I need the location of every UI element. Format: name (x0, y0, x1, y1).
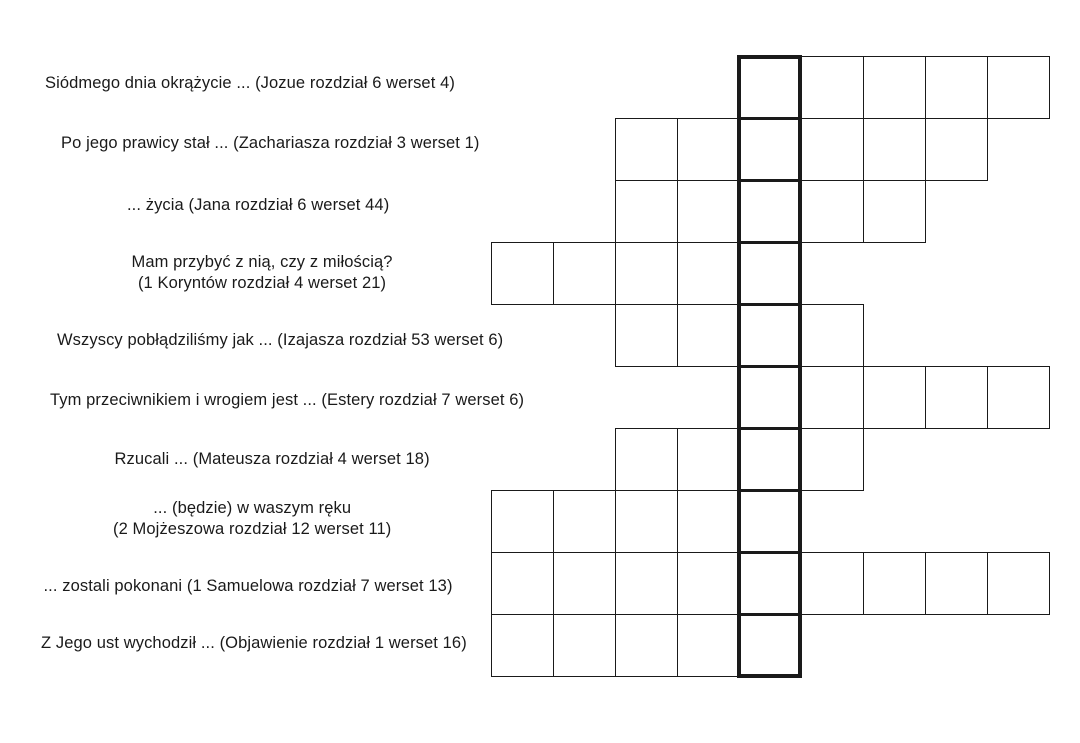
key-letter-cell[interactable] (739, 614, 802, 677)
answer-cell[interactable] (987, 552, 1050, 615)
answer-cell[interactable] (925, 56, 988, 119)
answer-cell[interactable] (863, 366, 926, 429)
answer-cell[interactable] (553, 490, 616, 553)
clue-2 (61, 133, 479, 154)
key-letter-cell[interactable] (739, 118, 802, 181)
clue-text: Tym przeciwnikiem i wrogiem jest ... (Estery rozdział 7 werset 6) (50, 391, 525, 409)
answer-cell[interactable] (677, 552, 740, 615)
clue-8 (113, 498, 391, 540)
clue-text: ... życia (Jana rozdział 6 werset 44) (127, 196, 390, 214)
clue-text: Rzucali ... (Mateusza rozdział 4 werset 18) (114, 450, 430, 468)
answer-cell[interactable] (491, 614, 554, 677)
answer-cell[interactable] (925, 118, 988, 181)
clue-text: Po jego prawicy stał ... (Zachariasza rozdział 3 werset 1) (61, 134, 480, 152)
key-letter-cell[interactable] (739, 366, 802, 429)
clue-text: ... zostali pokonani (1 Samuelowa rozdział 7 werset 13) (43, 577, 453, 595)
answer-cell[interactable] (677, 242, 740, 305)
key-letter-cell[interactable] (739, 242, 802, 305)
clue-text: Z Jego ust wychodził ... (Objawienie rozdział 1 werset 16) (41, 634, 467, 652)
answer-cell[interactable] (863, 552, 926, 615)
clue-3 (127, 195, 389, 216)
key-letter-cell[interactable] (739, 552, 802, 615)
key-letter-cell[interactable] (739, 180, 802, 243)
answer-cell[interactable] (863, 118, 926, 181)
clue-4 (132, 252, 393, 294)
answer-cell[interactable] (677, 180, 740, 243)
clue-7 (115, 449, 430, 470)
answer-cell[interactable] (615, 304, 678, 367)
answer-cell[interactable] (801, 366, 864, 429)
answer-cell[interactable] (801, 428, 864, 491)
clue-text: Mam przybyć z nią, czy z miłością? (131, 253, 393, 271)
answer-cell[interactable] (615, 118, 678, 181)
answer-cell[interactable] (553, 242, 616, 305)
answer-cell[interactable] (615, 428, 678, 491)
answer-cell[interactable] (491, 242, 554, 305)
answer-cell[interactable] (615, 180, 678, 243)
answer-cell[interactable] (677, 118, 740, 181)
answer-cell[interactable] (677, 614, 740, 677)
clue-text: Siódmego dnia okrążycie ... (Jozue rozdział 6 werset 4) (45, 74, 455, 92)
clue-reference: (2 Mojżeszowa rozdział 12 werset 11) (113, 520, 392, 538)
answer-cell[interactable] (863, 180, 926, 243)
answer-cell[interactable] (925, 366, 988, 429)
answer-cell[interactable] (987, 56, 1050, 119)
answer-cell[interactable] (615, 614, 678, 677)
clue-text: Wszyscy pobłądziliśmy jak ... (Izajasza rozdział 53 werset 6) (57, 331, 504, 349)
clue-5 (57, 330, 503, 351)
clue-10 (41, 633, 467, 654)
answer-cell[interactable] (677, 304, 740, 367)
answer-cell[interactable] (801, 304, 864, 367)
answer-cell[interactable] (863, 56, 926, 119)
answer-cell[interactable] (677, 490, 740, 553)
answer-cell[interactable] (491, 552, 554, 615)
key-letter-cell[interactable] (739, 56, 802, 119)
answer-cell[interactable] (615, 242, 678, 305)
answer-cell[interactable] (801, 180, 864, 243)
answer-cell[interactable] (615, 490, 678, 553)
answer-cell[interactable] (553, 552, 616, 615)
clue-6 (50, 390, 524, 411)
answer-cell[interactable] (553, 614, 616, 677)
answer-cell[interactable] (925, 552, 988, 615)
clue-9 (44, 576, 453, 597)
key-letter-cell[interactable] (739, 490, 802, 553)
clue-text: ... (będzie) w waszym ręku (153, 499, 352, 517)
answer-cell[interactable] (801, 118, 864, 181)
answer-cell[interactable] (801, 56, 864, 119)
answer-cell[interactable] (677, 428, 740, 491)
key-letter-cell[interactable] (739, 304, 802, 367)
clue-reference: (1 Koryntów rozdział 4 werset 21) (137, 274, 387, 292)
clue-1 (45, 73, 455, 94)
answer-cell[interactable] (801, 552, 864, 615)
answer-cell[interactable] (491, 490, 554, 553)
answer-cell[interactable] (615, 552, 678, 615)
key-letter-cell[interactable] (739, 428, 802, 491)
answer-cell[interactable] (987, 366, 1050, 429)
